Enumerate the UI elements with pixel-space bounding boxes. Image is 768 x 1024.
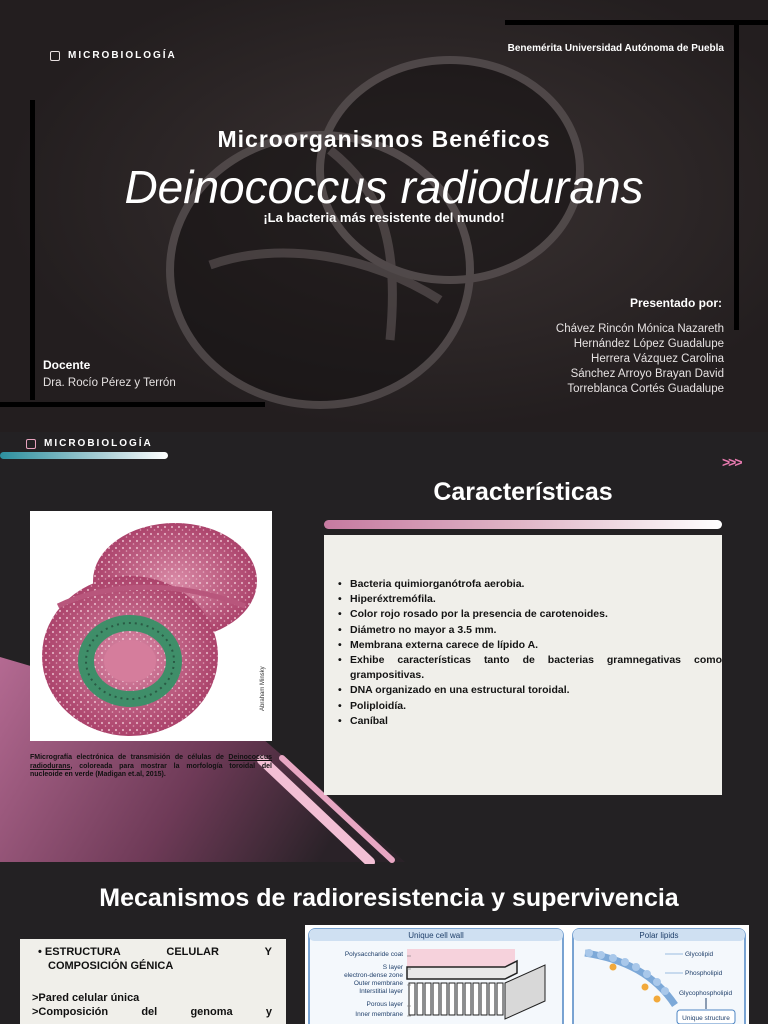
heading-word: • ESTRUCTURA <box>38 946 121 958</box>
wall-label: Inner membrane <box>355 1011 403 1018</box>
slide-title: Deinococcus radiodurans <box>124 161 644 213</box>
image-credit: Abraham Minsky <box>260 666 266 711</box>
accent-bar-left <box>0 452 168 459</box>
book-icon <box>50 51 60 61</box>
characteristics-slide <box>0 432 768 864</box>
characteristics-list <box>338 577 722 729</box>
list-item: • Diámetro no mayor a 3.5 mm. <box>338 623 722 638</box>
list-item: • Hiperéxtremófila. <box>338 592 722 607</box>
heading-word: Y <box>264 946 272 958</box>
cell-wall-figure <box>305 925 749 1024</box>
presenter-name: Torreblanca Cortés Guadalupe <box>567 383 724 395</box>
panel-title: Polar lipids <box>639 931 679 940</box>
polysaccharide-layer <box>407 949 515 967</box>
book-icon <box>26 439 36 449</box>
wall-label: Polysaccharide coat <box>344 951 403 958</box>
presenter-name: Sánchez Arroyo Brayan David <box>570 368 724 380</box>
mechanisms-slide <box>0 864 768 1024</box>
presenter-name: Hernández López Guadalupe <box>573 338 724 350</box>
chevrons-icon: >>> <box>722 454 741 470</box>
sub-item-word: genoma <box>190 1006 233 1018</box>
wall-label: Porous layer <box>366 1001 403 1008</box>
caption-text-start: FMicrografía electrónica de transmisión de células de <box>30 754 229 761</box>
section-tag-label: MICROBIOLOGÍA <box>68 50 177 61</box>
heading-line2: COMPOSICIÓN GÉNICA <box>48 960 174 972</box>
sub-item: >Pared celular única <box>32 992 140 1004</box>
wall-label: electron-dense zone <box>344 972 403 979</box>
lipid-label: Phospholipid <box>685 970 723 977</box>
title-slide <box>0 0 768 432</box>
sub-item-word: del <box>141 1006 158 1018</box>
micrograph-caption <box>30 754 272 780</box>
sub-item-word: y <box>265 1006 272 1018</box>
list-item: • DNA organizado en una estructural toroidal. <box>338 683 722 698</box>
section-tag-label: MICROBIOLOGÍA <box>44 438 153 449</box>
frame-line-bottom-left <box>0 402 265 407</box>
accent-bar-right <box>324 520 722 529</box>
mechanisms-heading <box>38 945 272 973</box>
presenter-name: Herrera Vázquez Carolina <box>591 353 724 365</box>
section-tag <box>26 438 153 449</box>
list-item: • Caníbal <box>338 714 722 729</box>
list-item: • Membrana externa carece de lípido A. <box>338 638 722 653</box>
section-tag <box>50 50 177 61</box>
wall-label: Outer membrane <box>353 980 403 987</box>
presented-by-label: Presentado por: <box>629 296 722 310</box>
slide-motto: ¡La bacteria más resistente del mundo! <box>263 210 505 225</box>
presenter-name: Chávez Rincón Mónica Nazareth <box>555 323 724 335</box>
caption-species: Deinococcus radiodurans <box>30 754 272 770</box>
sub-item <box>32 1005 272 1019</box>
slide-subtitle: Microorganismos Benéficos <box>217 126 551 152</box>
list-item: • Exhibe características tanto de bacterias gramnegativas como grampositivas. <box>338 653 722 683</box>
wall-label: Interstitial layer <box>359 988 403 995</box>
lipid-label: Unique structure <box>682 1015 730 1022</box>
mechanisms-title: Mecanismos de radioresistencia y supervivencia <box>99 884 679 912</box>
sub-item-word: >Composición <box>32 1006 109 1018</box>
micrograph-image <box>30 511 272 741</box>
frame-line-top-right <box>505 20 768 25</box>
lipid-label: Glycophospholipid <box>679 990 733 997</box>
teacher-label: Docente <box>43 358 91 372</box>
panel-title: Unique cell wall <box>408 931 464 940</box>
list-item: • Poliploidía. <box>338 699 722 714</box>
characteristics-box <box>324 535 722 795</box>
characteristics-title: Características <box>433 478 613 506</box>
list-item: • Bacteria quimiorganótrofa aerobia. <box>338 577 722 592</box>
lipid-label: Glycolipid <box>685 951 714 958</box>
background-cell-image <box>150 40 610 432</box>
university-name: Benemérita Universidad Autónoma de Puebla <box>507 43 724 54</box>
heading-word: CELULAR <box>166 946 219 958</box>
presenters-list <box>556 322 724 397</box>
caption-text-end: , coloreada para mostrar la morfología toroidal del nucleoide en verde (Madigan et.al, 2015). <box>30 762 272 778</box>
wall-label: S layer <box>382 964 403 971</box>
mechanisms-sublist <box>32 991 272 1019</box>
list-item: • Color rojo rosado por la presencia de carotenoides. <box>338 607 722 622</box>
mechanisms-text-box <box>20 939 286 1024</box>
teacher-name: Dra. Rocío Pérez y Terrón <box>43 377 176 389</box>
